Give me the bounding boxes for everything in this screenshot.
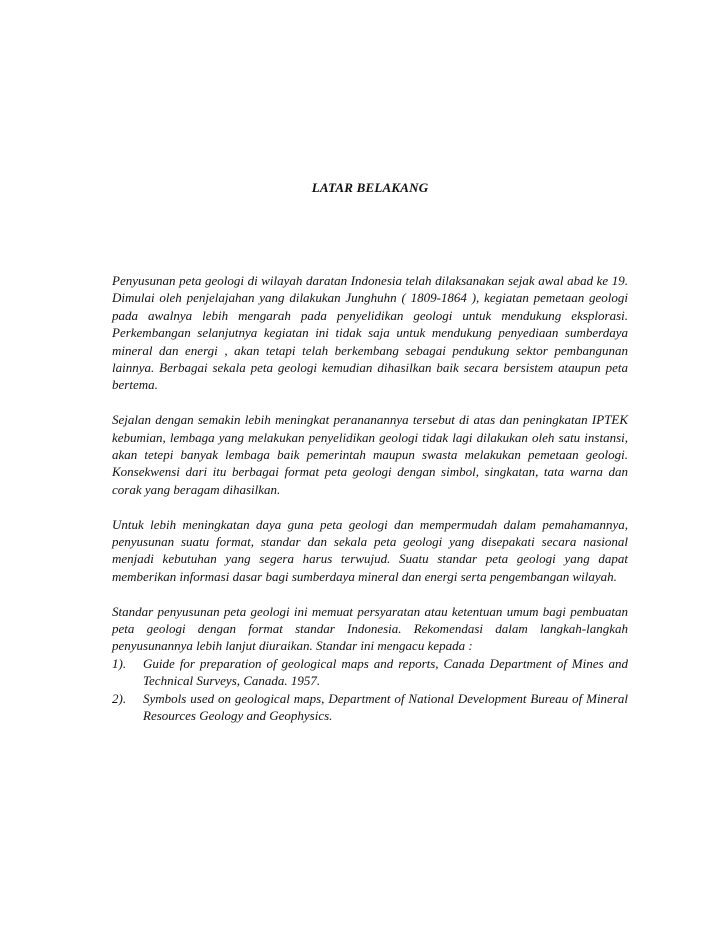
reference-item [112, 690, 628, 725]
paragraph-standard-scope: Standar penyusunan peta geologi ini memuat persyaratan atau ketentuan umum bagi pembuatan peta geologi dengan format standar Indonesia. Rekomendasi dalam langkah-langkah penyusunannya lebih lanjut diuraikan. Standar ini mengacu kepada : [112, 603, 628, 654]
reference-item [112, 655, 628, 690]
reference-number: 2). [112, 690, 127, 706]
reference-number: 1). [112, 655, 127, 671]
document-body [112, 272, 628, 725]
reference-text: Symbols used on geological maps, Department of National Development Bureau of Mineral Resources Geology and Geophysics. [143, 690, 628, 724]
reference-text: Guide for preparation of geological maps and reports, Canada Department of Mines and Technical Surveys, Canada. 1957. [143, 655, 628, 689]
document-title: LATAR BELAKANG [311, 180, 429, 195]
paragraph-standard-need: Untuk lebih meningkatan daya guna peta geologi dan mempermudah dalam pemahamannya, penyusunan suatu format, standar dan sekala peta geologi yang disepakati secara nasional menjadi kebutuhan yang segera harus terwujud. Suatu standar peta geologi yang dapat memberikan informasi dasar bagi sumberdaya mineral dan energi serta pengembangan wilayah. [112, 516, 628, 584]
paragraph-institutions: Sejalan dengan semakin lebih meningkat perananannya tersebut di atas dan peningkatan IPTEK kebumian, lembaga yang melakukan penyelidikan geologi tidak lagi dilakukan oleh satu instansi, akan tetepi banyak lembaga baik pemerintah maupun swasta melakukan pemetaan geologi. Konsekwensi dari itu berbagai format peta geologi dengan simbol, singkatan, tata warna dan corak yang beragam dihasilkan. [112, 412, 628, 497]
reference-list [112, 655, 628, 725]
paragraph-background-history: Penyusunan peta geologi di wilayah daratan Indonesia telah dilaksanakan sejak awal abad ke 19. Dimulai oleh penjelajahan yang dilakukan Junghuhn ( 1809-1864 ), kegiatan pemetaan geologi pada awalnya lebih mengarah pada penyelidikan geologi untuk mendukung eksplorasi. Perkembangan selanjutnya kegiatan ini tidak saja untuk mendukung penyediaan sumberdaya mineral dan energi , akan tetapi telah berkembang sebagai pendukung sektor pembangunan lainnya. Berbagai sekala peta geologi kemudian dihasilkan baik secara bersistem ataupun peta bertema. [112, 273, 628, 393]
